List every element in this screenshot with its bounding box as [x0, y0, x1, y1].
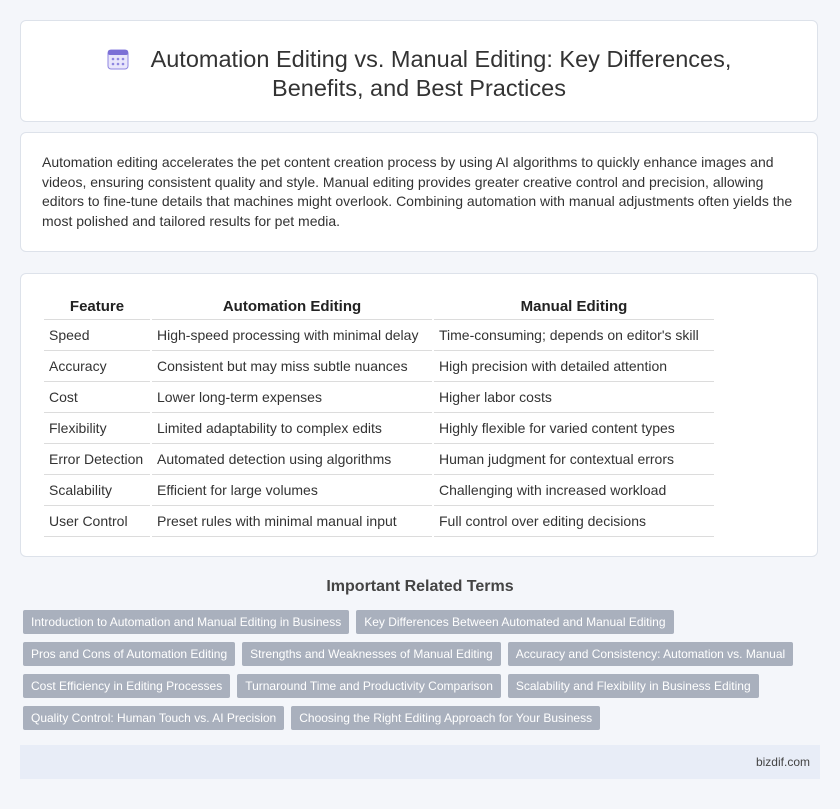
related-term-link[interactable]: Accuracy and Consistency: Automation vs. Manual: [508, 642, 793, 666]
cell-feature: Cost: [44, 382, 150, 413]
page-title-text: Automation Editing vs. Manual Editing: Key Differences, Benefits, and Best Practices: [150, 46, 732, 101]
intro-card: [20, 132, 818, 252]
cell-manual: Challenging with increased workload: [434, 475, 714, 506]
related-term-link[interactable]: Key Differences Between Automated and Manual Editing: [356, 610, 673, 634]
table-row: [44, 320, 714, 351]
table-row: [44, 413, 714, 444]
footer: [20, 745, 820, 779]
tag-row: [23, 642, 823, 666]
cell-automation: Automated detection using algorithms: [152, 444, 432, 475]
cell-feature: Scalability: [44, 475, 150, 506]
related-term-link[interactable]: Turnaround Time and Productivity Comparison: [237, 674, 501, 698]
related-term-link[interactable]: Cost Efficiency in Editing Processes: [23, 674, 230, 698]
calendar-icon: [107, 48, 129, 70]
table-row: [44, 444, 714, 475]
cell-feature: Flexibility: [44, 413, 150, 444]
cell-automation: Lower long-term expenses: [152, 382, 432, 413]
table-header-row: [44, 294, 714, 320]
cell-automation: Consistent but may miss subtle nuances: [152, 351, 432, 382]
tag-row: [23, 610, 823, 634]
cell-manual: Higher labor costs: [434, 382, 714, 413]
cell-feature: Speed: [44, 320, 150, 351]
cell-automation: Efficient for large volumes: [152, 475, 432, 506]
comparison-table: [42, 294, 716, 537]
site-link[interactable]: bizdif.com: [755, 755, 810, 769]
header-manual: Manual Editing: [434, 294, 714, 320]
header-card: [20, 20, 818, 122]
cell-automation: High-speed processing with minimal delay: [152, 320, 432, 351]
header-automation: Automation Editing: [152, 294, 432, 320]
related-term-link[interactable]: Strengths and Weaknesses of Manual Editing: [242, 642, 501, 666]
title-wrap: [21, 45, 817, 103]
tag-row: [23, 706, 823, 730]
related-terms-title: Important Related Terms: [326, 578, 514, 595]
related-term-link[interactable]: Scalability and Flexibility in Business Editing: [508, 674, 759, 698]
table-row: [44, 382, 714, 413]
related-terms-tags: [23, 610, 823, 738]
cell-manual: Human judgment for contextual errors: [434, 444, 714, 475]
cell-automation: Preset rules with minimal manual input: [152, 506, 432, 537]
cell-feature: User Control: [44, 506, 150, 537]
comparison-card: [20, 273, 818, 557]
cell-automation: Limited adaptability to complex edits: [152, 413, 432, 444]
intro-paragraph: Automation editing accelerates the pet content creation process by using AI algorithms to quickly enhance images and videos, ensuring consistent quality and style. Manual editing provides greater creative control and precision, allowing editors to fine-tune details that machines might overlook. Combining automation with manual adjustments often yields the most polished and tailored results for pet media.: [42, 154, 793, 229]
cell-manual: Full control over editing decisions: [434, 506, 714, 537]
cell-manual: Highly flexible for varied content types: [434, 413, 714, 444]
related-term-link[interactable]: Choosing the Right Editing Approach for Your Business: [291, 706, 600, 730]
related-term-link[interactable]: Introduction to Automation and Manual Editing in Business: [23, 610, 349, 634]
related-term-link[interactable]: Quality Control: Human Touch vs. AI Precision: [23, 706, 284, 730]
table-row: [44, 475, 714, 506]
related-term-link[interactable]: Pros and Cons of Automation Editing: [23, 642, 235, 666]
table-row: [44, 351, 714, 382]
cell-feature: Error Detection: [44, 444, 150, 475]
page-title: [61, 45, 777, 103]
cell-feature: Accuracy: [44, 351, 150, 382]
cell-manual: Time-consuming; depends on editor's skill: [434, 320, 714, 351]
tag-row: [23, 674, 823, 698]
table-row: [44, 506, 714, 537]
header-feature: Feature: [44, 294, 150, 320]
cell-manual: High precision with detailed attention: [434, 351, 714, 382]
